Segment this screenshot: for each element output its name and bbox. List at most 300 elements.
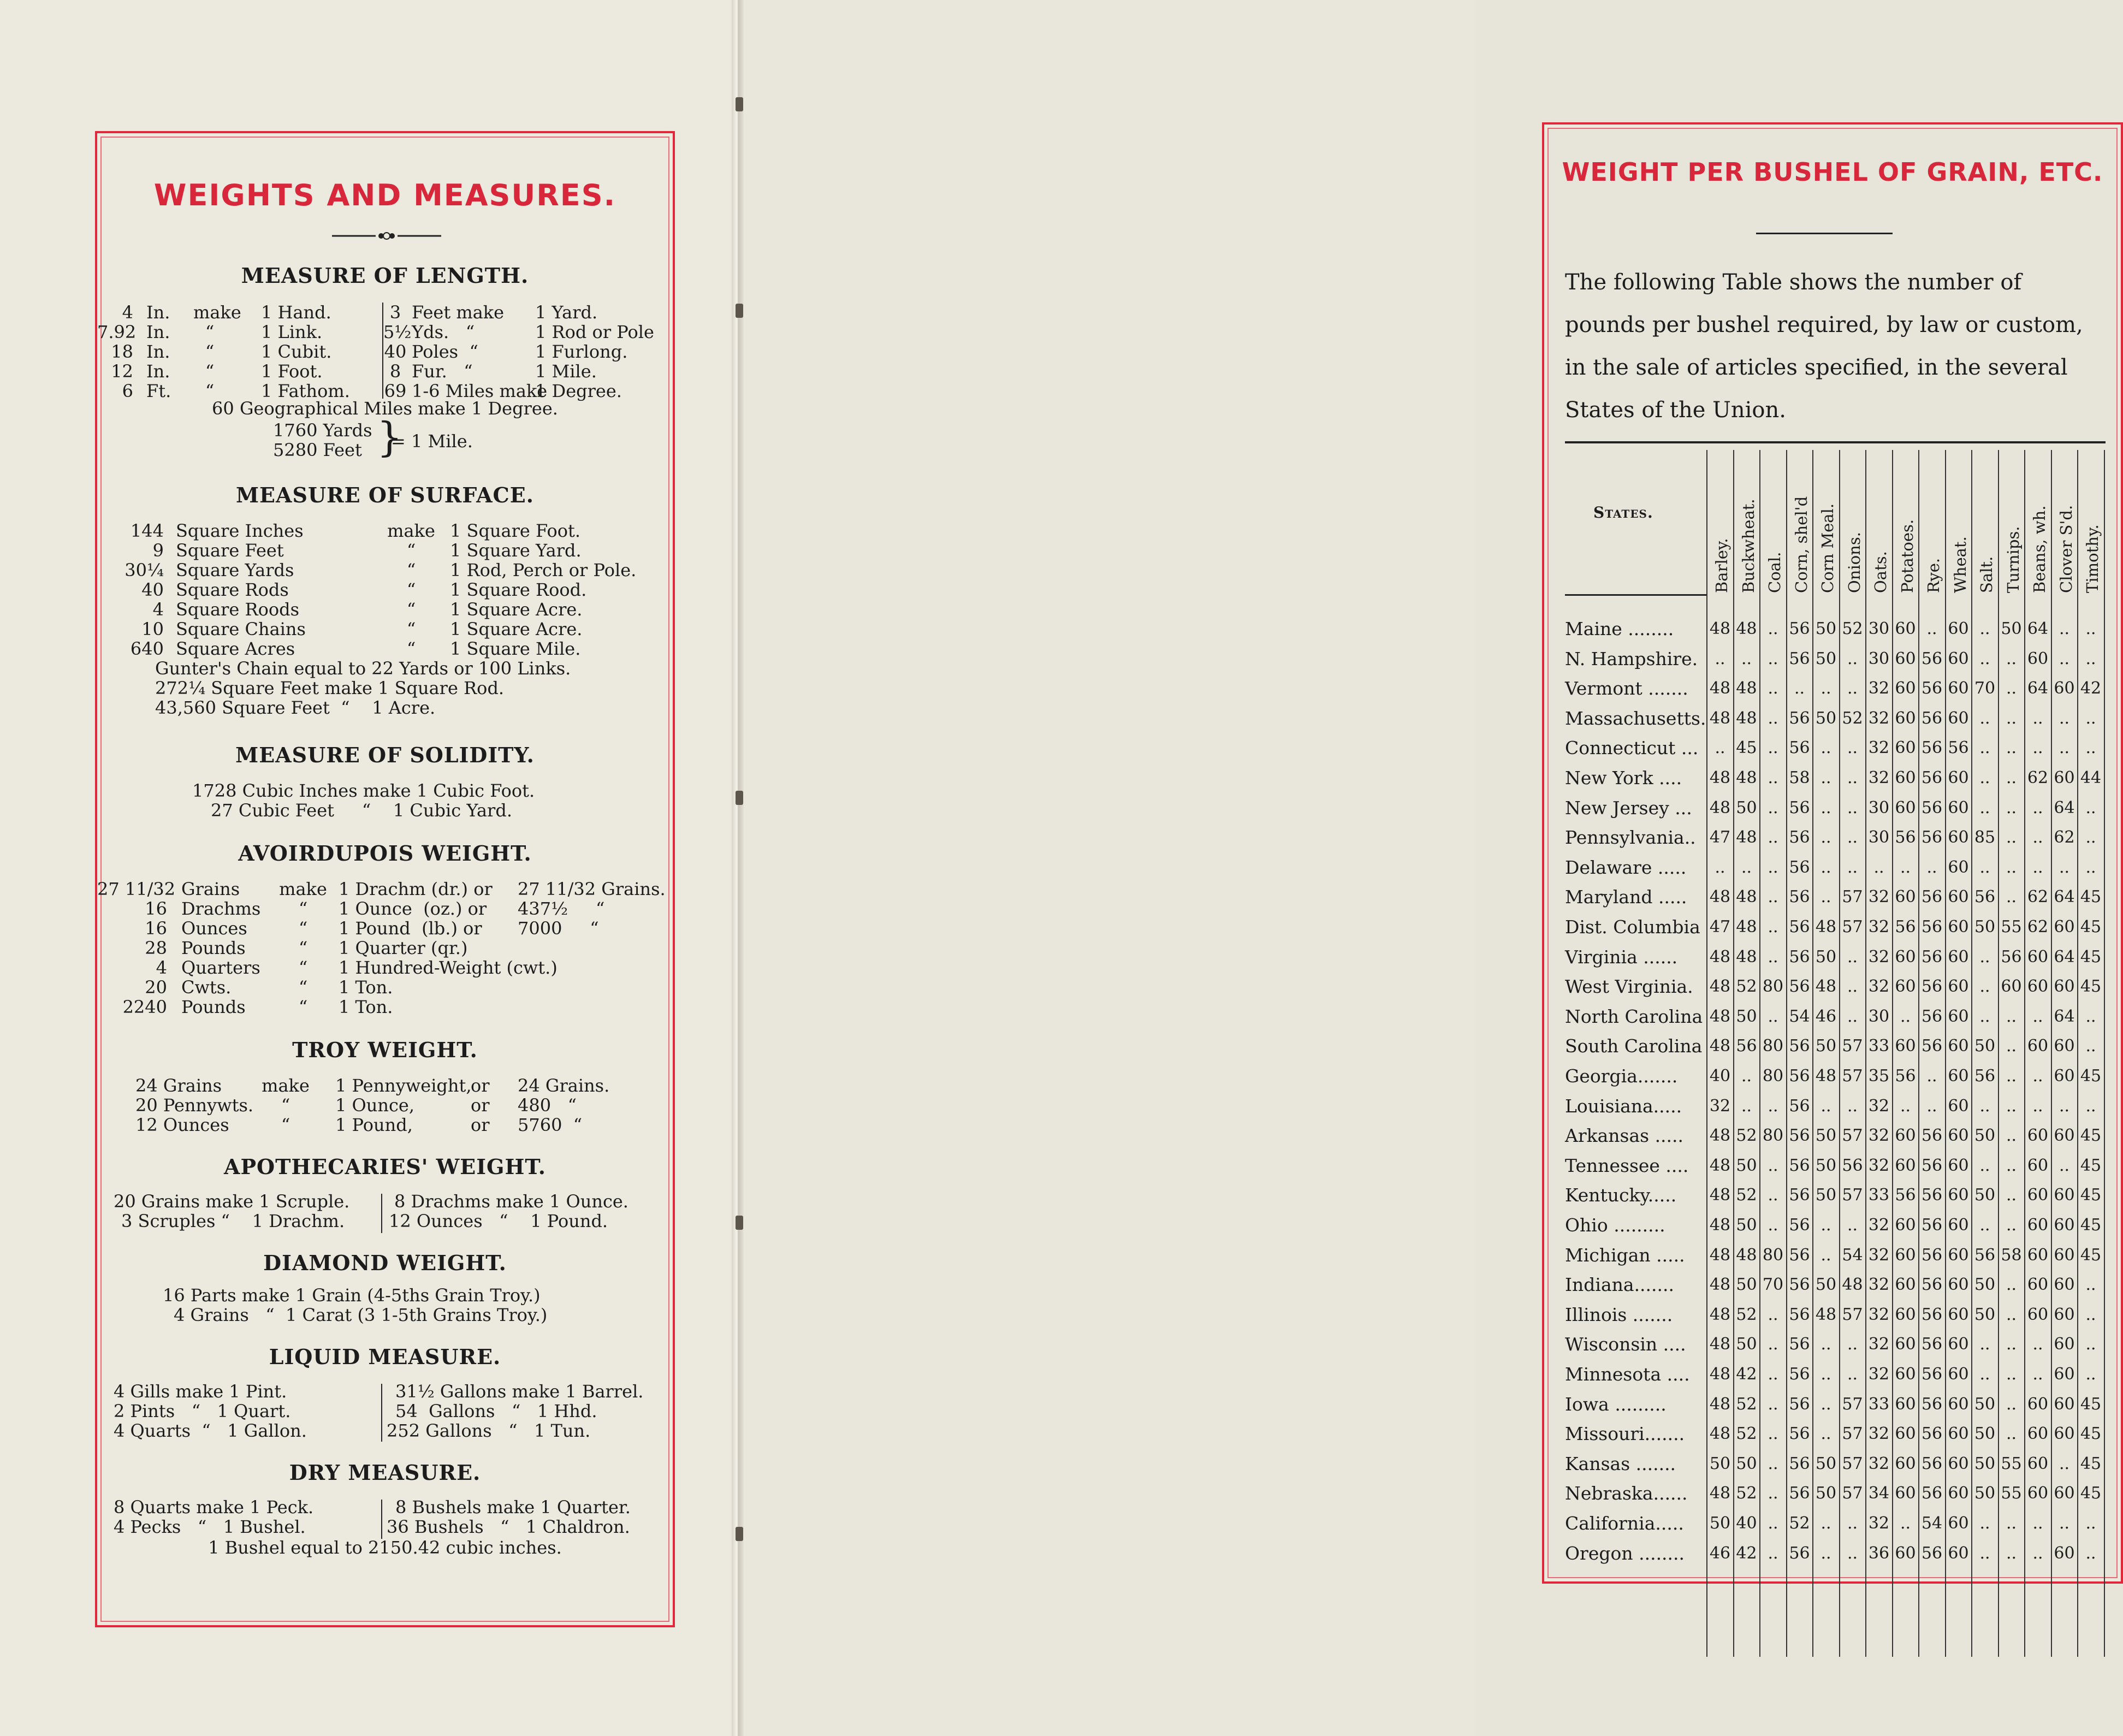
surface-row-result: 1 Square Mile. xyxy=(450,638,581,659)
table-cell: .. xyxy=(2085,738,2096,758)
table-cell: 60 xyxy=(1948,1126,1969,1146)
table-cell: 56 xyxy=(1921,1036,1943,1056)
table-cell: 60 xyxy=(2027,1484,2049,1503)
left-page xyxy=(0,0,737,1736)
table-cell: 40 xyxy=(1709,1067,1731,1086)
column-header-label: Buckwheat. xyxy=(1739,499,1758,593)
table-cell: 52 xyxy=(1736,977,1757,997)
table-cell: .. xyxy=(1979,708,1990,728)
table-cell: 32 xyxy=(1868,1454,1890,1473)
apothecaries-row: 3 Scruples “ 1 Drachm. xyxy=(121,1211,345,1231)
table-cell: 60 xyxy=(1948,917,1969,937)
table-cell: 32 xyxy=(1868,917,1890,937)
table-row xyxy=(1565,1180,2111,1210)
table-cell: 50 xyxy=(1974,1036,1996,1056)
table-cell: 56 xyxy=(1789,977,1810,997)
table-cell: 48 xyxy=(1709,1006,1731,1026)
table-cell: 45 xyxy=(2080,947,2102,967)
table-cell: 60 xyxy=(1948,708,1969,728)
dry-row: 8 Quarts make 1 Peck. xyxy=(114,1497,314,1518)
table-cell: 56 xyxy=(1789,1245,1810,1265)
table-cell: 60 xyxy=(1948,857,1969,877)
table-cell: 48 xyxy=(1736,619,1757,638)
table-cell: 60 xyxy=(1948,1424,1969,1444)
table-cell: .. xyxy=(2006,1067,2017,1086)
table-cell: .. xyxy=(1768,1543,1778,1563)
left-page-frame xyxy=(95,131,675,1627)
table-cell: 60 xyxy=(1948,1156,1969,1175)
state-name: Indiana....... xyxy=(1565,1274,1674,1296)
table-cell: 33 xyxy=(1868,1186,1890,1205)
feet-line: 5280 Feet xyxy=(273,440,362,460)
table-cell: 60 xyxy=(2054,1186,2075,1205)
table-cell: 56 xyxy=(1921,798,1943,817)
table-cell: 50 xyxy=(1736,1216,1757,1235)
state-name: Kentucky..... xyxy=(1565,1184,1677,1206)
avoirdupois-row-unit: Cwts. xyxy=(181,977,232,998)
table-cell: .. xyxy=(1820,1543,1831,1563)
column-divider xyxy=(381,1384,382,1442)
table-cell: 56 xyxy=(1789,1394,1810,1414)
table-cell: .. xyxy=(1847,679,1858,698)
table-cell: 32 xyxy=(1868,947,1890,967)
table-cell: 45 xyxy=(2080,1245,2102,1265)
liquid-row: 2 Pints “ 1 Quart. xyxy=(114,1401,291,1421)
table-cell: 60 xyxy=(1895,679,1916,698)
table-cell: .. xyxy=(2006,649,2017,668)
table-cell: 45 xyxy=(2080,917,2102,937)
column-header xyxy=(1707,452,1733,595)
table-cell: .. xyxy=(2085,1036,2096,1056)
state-name: Arkansas ..... xyxy=(1565,1125,1684,1147)
table-row xyxy=(1565,673,2111,703)
table-cell: 55 xyxy=(2001,917,2022,937)
column-header xyxy=(1866,452,1892,595)
table-cell: .. xyxy=(1900,1514,1911,1533)
table-cell: .. xyxy=(1768,1365,1778,1384)
table-cell: .. xyxy=(1900,1006,1911,1026)
section-title-avoirdupois: AVOIRDUPOIS WEIGHT. xyxy=(238,841,532,866)
table-cell: .. xyxy=(1847,1006,1858,1026)
length-row-number: 69 xyxy=(384,381,407,401)
table-cell: .. xyxy=(2085,708,2096,728)
length-row-result: 1 Fathom. xyxy=(261,381,350,401)
avoirdupois-row-verb: “ xyxy=(298,957,308,978)
state-name: Georgia....... xyxy=(1565,1065,1678,1087)
table-cell: .. xyxy=(2085,828,2096,848)
table-cell: 60 xyxy=(1895,1245,1916,1265)
table-cell: 60 xyxy=(1895,1335,1916,1354)
table-cell: 64 xyxy=(2054,947,2075,967)
avoirdupois-row-unit: Grains xyxy=(181,879,240,899)
table-cell: 60 xyxy=(1948,1543,1969,1563)
length-row-unit: In. xyxy=(146,361,170,382)
surface-row-unit: Square Roods xyxy=(176,599,300,620)
table-row xyxy=(1565,1538,2111,1568)
surface-row-unit: Square Chains xyxy=(176,619,306,639)
avoirdupois-row-unit: Ounces xyxy=(181,918,247,939)
table-cell: 48 xyxy=(1709,887,1731,907)
table-cell: 30 xyxy=(1868,619,1890,638)
surface-row-verb: “ xyxy=(406,540,416,561)
table-cell: .. xyxy=(1768,1394,1778,1414)
table-row xyxy=(1565,644,2111,673)
staple xyxy=(736,1216,743,1230)
surface-extra-line: Gunter's Chain equal to 22 Yards or 100 Links. xyxy=(155,658,571,679)
column-header xyxy=(2025,452,2051,595)
table-cell: 50 xyxy=(1736,1335,1757,1354)
table-cell: 60 xyxy=(2027,1156,2049,1175)
table-cell: .. xyxy=(2032,738,2043,758)
table-cell: .. xyxy=(1820,828,1831,848)
table-cell: 56 xyxy=(1921,649,1943,668)
table-cell: 60 xyxy=(1895,619,1916,638)
table-cell: 56 xyxy=(1789,1484,1810,1503)
table-cell: 56 xyxy=(1921,1484,1943,1503)
table-cell: 48 xyxy=(1815,917,1837,937)
table-cell: 48 xyxy=(1709,1365,1731,1384)
right-page-frame xyxy=(1542,122,2123,1584)
length-row-unit: Ft. xyxy=(146,381,171,401)
table-cell: 32 xyxy=(1868,1275,1890,1295)
table-cell: 56 xyxy=(1789,1424,1810,1444)
table-row xyxy=(1565,1091,2111,1121)
table-cell: 30 xyxy=(1868,1006,1890,1026)
table-cell: 54 xyxy=(1921,1514,1943,1533)
liquid-row: 31½ Gallons make 1 Barrel. xyxy=(395,1381,644,1402)
table-cell: 56 xyxy=(1895,1186,1916,1205)
table-cell: 64 xyxy=(2054,887,2075,907)
table-cell: .. xyxy=(1979,1156,1990,1175)
avoirdupois-row-number: 16 xyxy=(145,918,167,939)
table-cell: .. xyxy=(1820,798,1831,817)
table-row xyxy=(1565,793,2111,822)
table-cell: .. xyxy=(1979,1216,1990,1235)
table-cell: 57 xyxy=(1842,887,1863,907)
troy-row-verb: make xyxy=(262,1075,310,1096)
table-cell: .. xyxy=(2059,857,2070,877)
table-cell: 60 xyxy=(1948,1216,1969,1235)
table-cell: 57 xyxy=(1842,1305,1863,1324)
state-name: Maryland ..... xyxy=(1565,886,1687,908)
table-cell: 52 xyxy=(1842,619,1863,638)
table-cell: 50 xyxy=(1974,917,1996,937)
table-cell: .. xyxy=(2059,1454,2070,1473)
table-cell: 60 xyxy=(2027,1216,2049,1235)
table-cell: 57 xyxy=(1842,1454,1863,1473)
table-cell: 60 xyxy=(1895,1424,1916,1444)
table-cell: .. xyxy=(1768,1514,1778,1533)
table-cell: 56 xyxy=(1921,1424,1943,1444)
table-cell: .. xyxy=(2006,768,2017,787)
table-cell: 57 xyxy=(1842,1036,1863,1056)
table-cell: 32 xyxy=(1868,708,1890,728)
section-title-length: MEASURE OF LENGTH. xyxy=(241,263,529,288)
table-cell: 56 xyxy=(1736,1036,1757,1056)
table-cell: 60 xyxy=(2027,1394,2049,1414)
table-row xyxy=(1565,1210,2111,1240)
table-cell: 60 xyxy=(1948,1275,1969,1295)
troy-row-result: 1 Ounce, xyxy=(335,1095,415,1116)
table-cell: 32 xyxy=(1709,1096,1731,1116)
table-cell: .. xyxy=(1741,649,1752,668)
table-cell: .. xyxy=(2085,798,2096,817)
avoirdupois-row-number: 20 xyxy=(145,977,167,998)
table-cell: 48 xyxy=(1709,1156,1731,1175)
table-cell: 48 xyxy=(1736,887,1757,907)
table-cell: 57 xyxy=(1842,1126,1863,1146)
table-cell: 56 xyxy=(1842,1156,1863,1175)
table-cell: 60 xyxy=(2054,1543,2075,1563)
avoirdupois-row-verb: make xyxy=(279,879,327,899)
table-cell: .. xyxy=(1741,1096,1752,1116)
table-cell: .. xyxy=(2059,1514,2070,1533)
length-row-result: 1 Furlong. xyxy=(535,341,628,362)
table-cell: 48 xyxy=(1709,1126,1731,1146)
table-cell: 55 xyxy=(2001,1454,2022,1473)
intro-line: pounds per bushel required, by law or custom, xyxy=(1565,312,2083,337)
troy-row-amount: 20 Pennywts. xyxy=(135,1095,254,1116)
surface-row-number: 640 xyxy=(130,638,164,659)
table-top-rule xyxy=(1565,441,2106,443)
column-header-label: Wheat. xyxy=(1950,536,1970,593)
table-cell: 45 xyxy=(2080,977,2102,997)
table-cell: .. xyxy=(2059,708,2070,728)
section-title-diamond: DIAMOND WEIGHT. xyxy=(263,1251,507,1275)
table-cell: 56 xyxy=(1921,947,1943,967)
table-cell: 60 xyxy=(1895,1454,1916,1473)
table-cell: .. xyxy=(1979,1335,1990,1354)
state-name: Missouri....... xyxy=(1565,1423,1685,1445)
surface-row-unit: Square Inches xyxy=(176,520,304,541)
table-cell: 80 xyxy=(1762,1245,1784,1265)
table-cell: 60 xyxy=(1895,887,1916,907)
surface-row-verb: “ xyxy=(406,560,416,580)
table-cell: 30 xyxy=(1868,798,1890,817)
table-cell: .. xyxy=(1768,1335,1778,1354)
table-cell: 60 xyxy=(2054,768,2075,787)
intro-line: States of the Union. xyxy=(1565,398,1786,423)
table-cell: 45 xyxy=(1736,738,1757,758)
table-cell: 60 xyxy=(1948,798,1969,817)
table-cell: .. xyxy=(1820,679,1831,698)
table-row xyxy=(1565,1300,2111,1329)
liquid-row: 54 Gallons “ 1 Hhd. xyxy=(395,1401,597,1421)
table-cell: .. xyxy=(2006,1275,2017,1295)
table-cell: 60 xyxy=(1948,1036,1969,1056)
length-row-number: 7.92 xyxy=(97,322,137,342)
state-name: Ohio ......... xyxy=(1565,1214,1665,1236)
table-cell: 56 xyxy=(1789,1067,1810,1086)
table-cell: 30 xyxy=(1868,649,1890,668)
table-cell: .. xyxy=(2085,1335,2096,1354)
table-cell: 50 xyxy=(1974,1484,1996,1503)
table-cell: 52 xyxy=(1842,708,1863,728)
length-row-verb: “ xyxy=(205,381,215,401)
table-cell: .. xyxy=(1768,887,1778,907)
surface-row-verb: “ xyxy=(406,638,416,659)
table-cell: .. xyxy=(2006,828,2017,848)
column-header xyxy=(1999,452,2025,595)
table-cell: .. xyxy=(1847,798,1858,817)
table-cell: 48 xyxy=(1709,1216,1731,1235)
table-cell: 56 xyxy=(1789,1275,1810,1295)
table-cell: .. xyxy=(2085,1096,2096,1116)
table-cell: 60 xyxy=(1948,1245,1969,1265)
table-cell: 60 xyxy=(1895,649,1916,668)
intro-paragraph xyxy=(1565,261,2106,431)
table-cell: 60 xyxy=(1948,1006,1969,1026)
section-title-troy: TROY WEIGHT. xyxy=(292,1038,478,1062)
column-header-label: Oats. xyxy=(1871,551,1890,593)
table-cell: .. xyxy=(1926,857,1937,877)
table-cell: 50 xyxy=(1815,1454,1837,1473)
surface-extra-line: 272¼ Square Feet make 1 Square Rod. xyxy=(155,678,505,698)
table-cell: 57 xyxy=(1842,1484,1863,1503)
table-cell: .. xyxy=(1820,738,1831,758)
table-cell: 56 xyxy=(1789,1365,1810,1384)
surface-row-verb: make xyxy=(387,520,435,541)
avoirdupois-row-verb: “ xyxy=(298,997,308,1017)
table-cell: 64 xyxy=(2054,798,2075,817)
staple xyxy=(736,1527,743,1541)
table-cell: 60 xyxy=(1948,1096,1969,1116)
column-header xyxy=(1760,452,1786,595)
table-cell: 50 xyxy=(1815,1484,1837,1503)
surface-row-number: 40 xyxy=(141,579,164,600)
length-row-number: 4 xyxy=(122,302,133,323)
table-cell: 60 xyxy=(1948,1394,1969,1414)
table-cell: 60 xyxy=(1895,1305,1916,1324)
table-cell: 46 xyxy=(1815,1006,1837,1026)
avoirdupois-row-result: 1 Drachm (dr.) or xyxy=(339,879,493,899)
table-cell: .. xyxy=(2032,708,2043,728)
table-cell: 56 xyxy=(1921,887,1943,907)
table-cell: 60 xyxy=(1895,1156,1916,1175)
table-cell: 60 xyxy=(1895,708,1916,728)
table-row xyxy=(1565,971,2111,1001)
table-cell: .. xyxy=(2085,649,2096,668)
length-row-result: 1 Hand. xyxy=(261,302,331,323)
table-cell: 60 xyxy=(2027,1424,2049,1444)
table-cell: .. xyxy=(1979,619,1990,638)
column-header-label: Corn, shel'd xyxy=(1792,496,1811,593)
table-cell: .. xyxy=(2006,1216,2017,1235)
surface-row-result: 1 Square Acre. xyxy=(450,599,583,620)
table-cell: 56 xyxy=(1921,1275,1943,1295)
table-cell: 56 xyxy=(1921,708,1943,728)
right-page xyxy=(737,0,2103,1736)
table-cell: .. xyxy=(1820,1335,1831,1354)
table-cell: 48 xyxy=(1709,798,1731,817)
avoirdupois-row-verb: “ xyxy=(298,977,308,998)
dry-row: 4 Pecks “ 1 Bushel. xyxy=(114,1516,306,1537)
table-cell: 42 xyxy=(1736,1543,1757,1563)
table-cell: 56 xyxy=(1921,828,1943,848)
table-cell: .. xyxy=(1715,857,1725,877)
table-cell: 52 xyxy=(1736,1305,1757,1324)
table-cell: 70 xyxy=(1762,1275,1784,1295)
table-cell: 30 xyxy=(1868,828,1890,848)
table-cell: 60 xyxy=(1948,1067,1969,1086)
table-cell: .. xyxy=(1768,1424,1778,1444)
table-cell: 60 xyxy=(2027,649,2049,668)
table-cell: .. xyxy=(1847,977,1858,997)
avoirdupois-row-number: 4 xyxy=(156,957,167,978)
table-cell: .. xyxy=(1820,1424,1831,1444)
table-cell: .. xyxy=(1768,1006,1778,1026)
avoirdupois-row-result: 1 Ton. xyxy=(339,977,393,998)
table-cell: 60 xyxy=(2027,1245,2049,1265)
state-name: West Virginia. xyxy=(1565,976,1693,998)
state-name: New York .... xyxy=(1565,767,1682,789)
state-name: Minnesota .... xyxy=(1565,1364,1690,1385)
table-cell: 48 xyxy=(1736,679,1757,698)
column-header-label: Corn Meal. xyxy=(1818,503,1837,593)
troy-row-amount: 24 Grains xyxy=(135,1075,222,1096)
table-cell: 50 xyxy=(1815,649,1837,668)
table-cell: 56 xyxy=(1921,1365,1943,1384)
table-row xyxy=(1565,1121,2111,1150)
table-cell: 60 xyxy=(1895,1126,1916,1146)
troy-row-equiv: 480 “ xyxy=(518,1095,577,1116)
table-cell: .. xyxy=(1847,1514,1858,1533)
avoirdupois-row-number: 16 xyxy=(145,898,167,919)
table-cell: 50 xyxy=(1974,1454,1996,1473)
table-cell: .. xyxy=(1820,768,1831,787)
column-header xyxy=(1734,452,1760,595)
table-cell: 56 xyxy=(1974,1067,1996,1086)
table-cell: 60 xyxy=(2027,977,2049,997)
table-cell: 48 xyxy=(1709,768,1731,787)
table-cell: 56 xyxy=(1789,708,1810,728)
table-row xyxy=(1565,1329,2111,1359)
table-cell: .. xyxy=(2032,1006,2043,1026)
table-cell: .. xyxy=(2006,1365,2017,1384)
table-cell: 45 xyxy=(2080,1454,2102,1473)
table-cell: 55 xyxy=(2001,1484,2022,1503)
state-name: Connecticut ... xyxy=(1565,737,1699,759)
section-title-apothecaries: APOTHECARIES' WEIGHT. xyxy=(223,1154,547,1179)
avoirdupois-row-result: 1 Ounce (oz.) or xyxy=(339,898,487,919)
table-cell: 56 xyxy=(1921,1394,1943,1414)
table-cell: .. xyxy=(2006,1424,2017,1444)
table-cell: 60 xyxy=(1948,619,1969,638)
column-header xyxy=(1840,452,1866,595)
table-cell: .. xyxy=(1715,738,1725,758)
table-cell: 48 xyxy=(1709,1186,1731,1205)
table-cell: .. xyxy=(2006,738,2017,758)
state-name: Michigan ..... xyxy=(1565,1244,1685,1266)
column-header xyxy=(1946,452,1972,595)
table-cell: 50 xyxy=(1815,1275,1837,1295)
table-cell: 52 xyxy=(1736,1484,1757,1503)
table-cell: .. xyxy=(1873,857,1884,877)
surface-row-number: 30¼ xyxy=(124,560,164,580)
table-cell: 48 xyxy=(1736,828,1757,848)
table-cell: 80 xyxy=(1762,1126,1784,1146)
table-cell: 56 xyxy=(1921,1245,1943,1265)
table-row xyxy=(1565,1151,2111,1180)
surface-extra-line: 43,560 Square Feet “ 1 Acre. xyxy=(155,697,436,718)
table-cell: .. xyxy=(2006,1186,2017,1205)
table-cell: 35 xyxy=(1868,1067,1890,1086)
table-cell: 60 xyxy=(1895,1275,1916,1295)
table-cell: 56 xyxy=(1921,1156,1943,1175)
surface-row-verb: “ xyxy=(406,599,416,620)
table-cell: 50 xyxy=(1709,1514,1731,1533)
table-cell: 48 xyxy=(1736,947,1757,967)
